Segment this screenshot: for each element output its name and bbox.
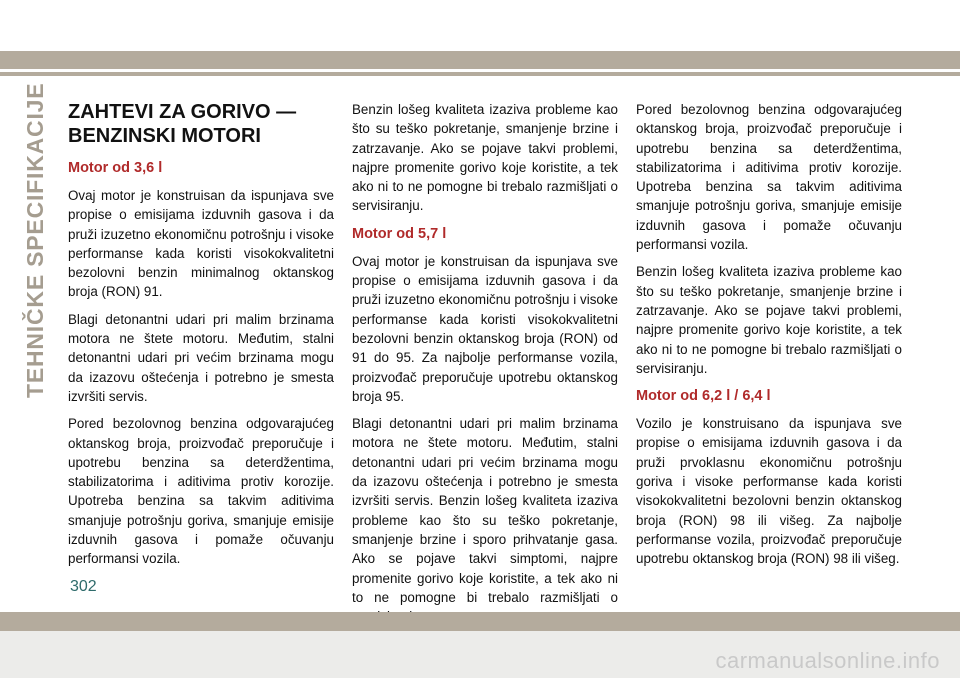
header-rule [0, 72, 960, 76]
paragraph: Pored bezolovnog benzina odgovarajućeg oktanskog broja, proizvođač preporučuje i upotrebu benzina sa deterdžentima, stabilizatorima i aditivima protiv korozije. Upotreba benzina sa takvim aditivima smanjuje potrošnju goriva, smanjuje emisije izduvnih gasova i pomaže očuvanju performansi vozila. [68, 416, 334, 567]
paragraph: Benzin lošeg kvaliteta izaziva probleme kao što su teško pokretanje, smanjenje brzine i zatrzavanje. Ako se pojave takvi problemi, najpre promenite gorivo koje koristite, a tek ako ni to ne pomogne bi trebalo razmišljati o servisiranju. [636, 264, 902, 376]
column-2 [352, 100, 618, 634]
section-side-title: TEHNIČKE SPECIFIKACIJE [22, 82, 48, 398]
paragraph: Blagi detonantni udari pri malim brzinama motora ne štete motoru. Međutim, stalni detonantni udari pri većim brzinama mogu da izazovu oštećenja i potrebno je smesta izvršiti servis. Benzin lošeg kvaliteta izaziva probleme kao što su teško pokretanje, smanjenje brzine i sporo prihvatanje gasa. Ako se pojave takvi simptomi, najpre promenite gorivo koje koristite, a tek ako ni to ne pomogne bi trebalo razmišljati o [352, 416, 618, 605]
watermark-text: carmanualsonline.info [715, 648, 940, 673]
paragraph: Vozilo je konstruisano da ispunjava sve propise o emisijama izduvnih gasova i da pruži prvoklasnu ekonomičnu potrošnju goriva i visoke performanse kada koristi visokokvalitetni bezolovni benzin oktanskog broja (RON) 98 ili višeg. Za najbolje performanse vozila, proizvođač preporučuje upotrebu oktanskog broja (RON) 98 ili višeg. [636, 416, 902, 567]
column-1 [68, 100, 334, 577]
paragraph: Benzin lošeg kvaliteta izaziva probleme kao što su teško pokretanje, smanjenje brzine i zatrzavanje. Ako se pojave takvi problemi, najpre promenite gorivo koje koristite, a tek ako ni to ne pomogne bi trebalo razmišljati o servisiranju. [352, 102, 618, 214]
paragraph: Ovaj motor je konstruisan da ispunjava sve propise o emisijama izduvnih gasova i da pruži izuzetno ekonomičnu potrošnju i visoke performanse kada koristi visokokvalitetni bezolovni benzin oktanskog broja (RON) od 91 do 95. Za najbolje performanse vozila, proizvođač preporučuje upotrebu oktanskog broja 95. [352, 253, 618, 404]
heading-motor-3-6: Motor od 3,6 l [68, 160, 163, 176]
page-title [68, 100, 334, 148]
paragraph: Pored bezolovnog benzina odgovarajućeg oktanskog broja, proizvođač preporučuje i upotrebu benzina sa deterdžentima, stabilizatorima i aditivima protiv korozije. Upotreba benzina sa takvim aditivima smanjuje potrošnju goriva, smanjuje emisije izduvnih gasova i pomaže očuvanju performansi vozila. [636, 102, 902, 253]
page-title-line-2: BENZINSKI MOTORI [68, 125, 261, 147]
paragraph: Ovaj motor je konstruisan da ispunjava sve propise o emisijama izduvnih gasova i da pruži izuzetno ekonomičnu potrošnju i visoke performanse kada koristi visokokvalitetni bezolovni benzin minimalnog oktanskog broja (RON) 91. [68, 188, 334, 300]
heading-motor-5-7: Motor od 5,7 l [352, 225, 447, 242]
footer-band [0, 612, 960, 631]
header-band [0, 51, 960, 69]
paragraph: Blagi detonantni udari pri malim brzinama motora ne štete motoru. Međutim, stalni detonantni udari pri većim brzinama mogu da izazovu oštećenja i potrebno je smesta izvršiti servis. [68, 311, 334, 404]
page-number: 302 [70, 578, 97, 595]
page-title-line-1: ZAHTEVI ZA GORIVO — [68, 101, 297, 123]
column-3 [636, 100, 902, 577]
heading-motor-6-2-6-4: Motor od 6,2 l / 6,4 l [636, 388, 771, 405]
